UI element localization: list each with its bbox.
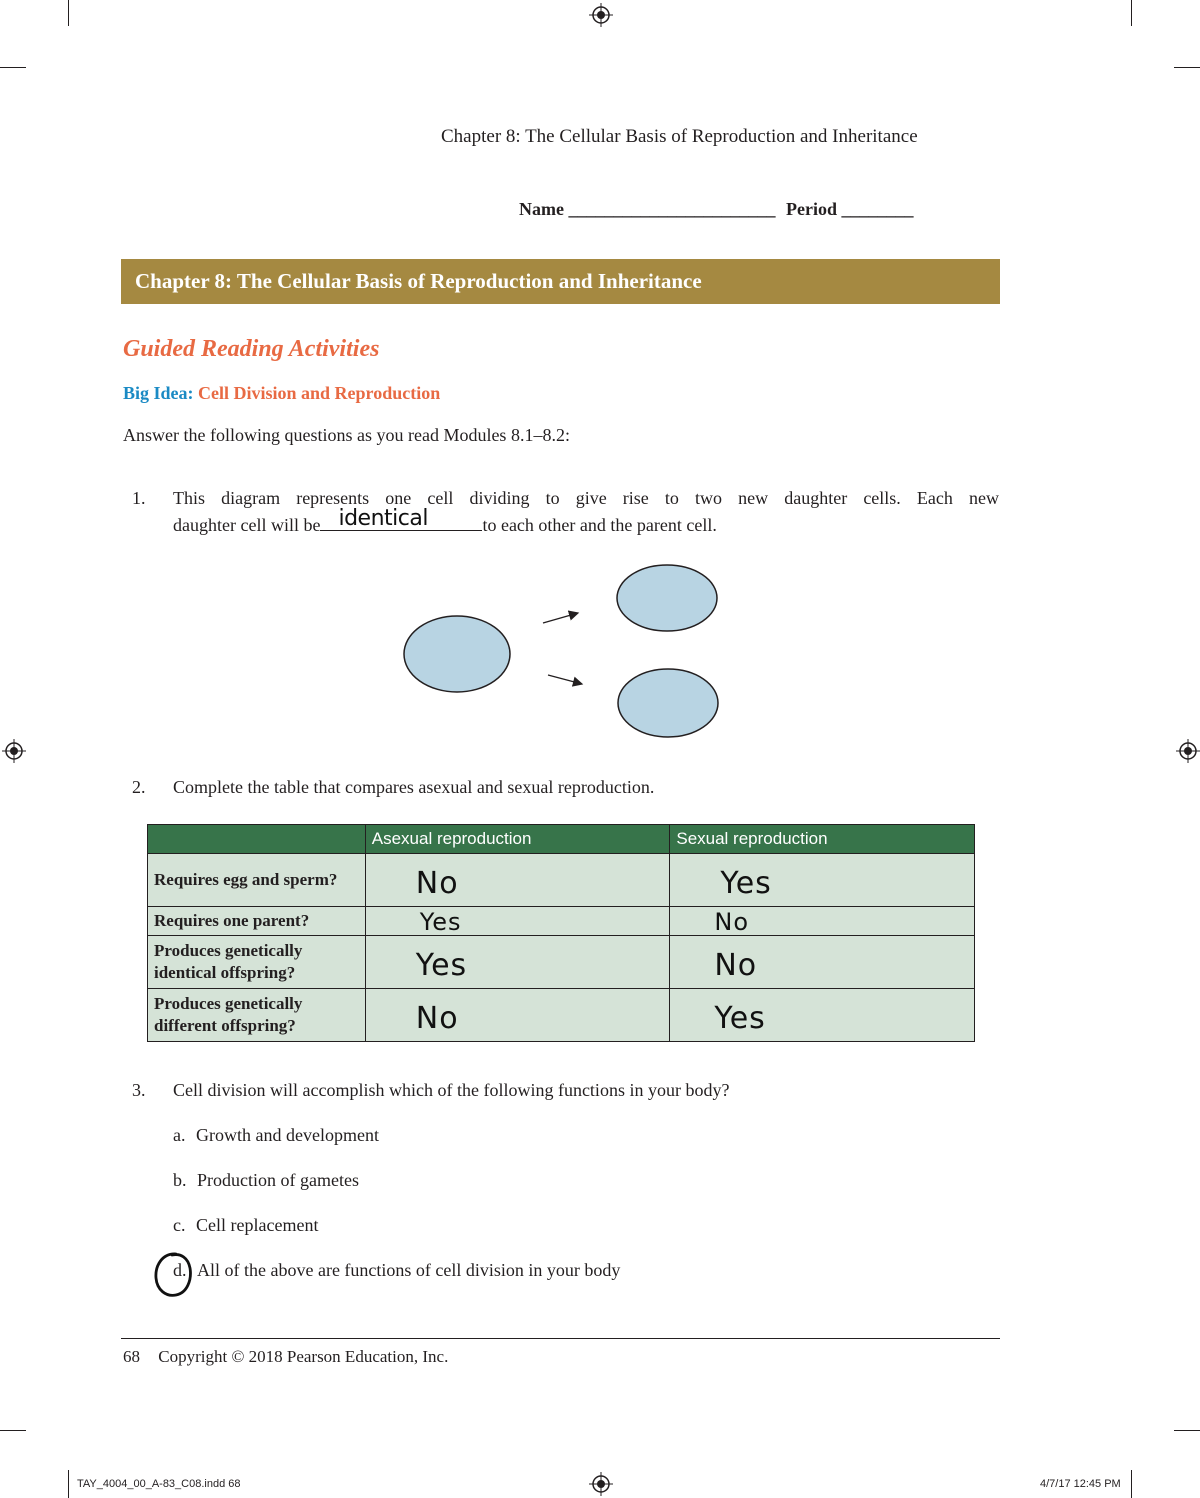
page-footer <box>123 1347 448 1367</box>
handwritten-answer: No <box>415 865 459 901</box>
crop-mark <box>0 67 26 68</box>
option-letter: d. <box>173 1260 187 1280</box>
page-number: 68 <box>123 1347 140 1366</box>
option-letter: c. <box>173 1215 186 1235</box>
option-a[interactable] <box>173 1125 379 1146</box>
slug-date: 4/7/17 12:45 PM <box>1040 1478 1121 1490</box>
option-text: Production of gametes <box>197 1170 359 1190</box>
big-idea <box>123 383 440 404</box>
cell-division-diagram <box>395 560 735 745</box>
crop-mark <box>1174 1430 1200 1431</box>
crop-mark <box>1131 1470 1132 1498</box>
option-text: Cell replacement <box>196 1215 319 1235</box>
name-period-line <box>519 199 913 220</box>
answer-cell-asexual[interactable] <box>365 989 670 1042</box>
footer-rule <box>121 1338 1000 1339</box>
name-blank[interactable]: _______________________ <box>568 199 776 219</box>
registration-mark-icon <box>2 739 26 763</box>
handwritten-answer: Yes <box>720 865 772 901</box>
table-header-cell <box>148 825 366 854</box>
answer-cell-sexual[interactable] <box>670 907 975 936</box>
q1-text-after: to each other and the parent cell. <box>482 515 717 535</box>
option-text: Growth and development <box>196 1125 379 1145</box>
q1-answer-blank[interactable] <box>320 506 482 531</box>
answer-cell-sexual[interactable] <box>670 989 975 1042</box>
handwritten-answer: Yes <box>714 1000 766 1036</box>
copyright: Copyright © 2018 Pearson Education, Inc. <box>158 1347 449 1366</box>
answer-cell-sexual[interactable] <box>670 854 975 907</box>
crop-mark <box>68 1470 69 1498</box>
handwritten-answer: No <box>415 1000 459 1036</box>
answer-cell-asexual[interactable] <box>365 907 670 936</box>
table-header-cell: Asexual reproduction <box>365 825 670 854</box>
q3-number: 3. <box>132 1080 146 1100</box>
answer-cell-asexual[interactable] <box>365 936 670 989</box>
q1-text-before: daughter cell will be <box>173 515 321 535</box>
big-idea-value: Cell Division and Reproduction <box>198 383 441 403</box>
crop-mark <box>68 0 69 26</box>
table-row <box>148 989 975 1042</box>
name-label: Name <box>519 199 564 219</box>
option-d[interactable] <box>173 1260 620 1281</box>
q1-number: 1. <box>132 488 146 508</box>
q1-text-line1: This diagram represents one cell dividing to give rise to two new daughter cells. Each new <box>173 488 999 508</box>
row-question: Produces genetically identical offspring? <box>148 936 366 989</box>
daughter-cell-top <box>617 565 717 631</box>
option-b[interactable] <box>173 1170 359 1191</box>
instructions: Answer the following questions as you read Modules 8.1–8.2: <box>123 425 570 445</box>
q1-text-line2 <box>173 506 717 536</box>
answer-cell-asexual[interactable] <box>365 854 670 907</box>
parent-cell <box>404 616 510 692</box>
comparison-table <box>147 824 975 1042</box>
daughter-cell-bottom <box>618 669 718 737</box>
handwritten-answer: Yes <box>419 908 462 936</box>
table-header-cell: Sexual reproduction <box>670 825 975 854</box>
registration-mark-icon <box>589 3 613 27</box>
answer-circle-mark <box>150 1250 198 1300</box>
q2-text: Complete the table that compares asexual and sexual reproduction. <box>173 777 655 797</box>
answer-cell-sexual[interactable] <box>670 936 975 989</box>
arrow-top <box>543 613 578 623</box>
option-letter: b. <box>173 1170 187 1190</box>
period-blank[interactable]: ________ <box>841 199 914 219</box>
handwritten-answer: Yes <box>415 947 468 983</box>
chapter-banner-title: Chapter 8: The Cellular Basis of Reproduction and Inheritance <box>135 269 702 293</box>
crop-mark <box>0 1430 26 1431</box>
option-c[interactable] <box>173 1215 318 1236</box>
q2-number: 2. <box>132 777 146 797</box>
crop-mark <box>1174 67 1200 68</box>
registration-mark-icon <box>589 1472 613 1496</box>
running-header: Chapter 8: The Cellular Basis of Reproduction and Inheritance <box>441 126 918 147</box>
table-row <box>148 936 975 989</box>
big-idea-label: Big Idea: <box>123 383 194 403</box>
chapter-banner <box>121 259 1000 304</box>
table-row <box>148 854 975 907</box>
row-question: Requires egg and sperm? <box>148 854 366 907</box>
option-letter: a. <box>173 1125 186 1145</box>
period-label: Period <box>785 199 837 219</box>
q1-handwritten-answer: identical <box>338 506 428 531</box>
option-text: All of the above are functions of cell division in your body <box>197 1260 621 1280</box>
table-row <box>148 907 975 936</box>
table-header-row <box>148 825 975 854</box>
handwritten-answer: No <box>714 908 749 936</box>
crop-mark <box>1131 0 1132 26</box>
section-heading: Guided Reading Activities <box>123 336 380 362</box>
row-question: Produces genetically different offspring? <box>148 989 366 1042</box>
row-question: Requires one parent? <box>148 907 366 936</box>
slug-file: TAY_4004_00_A-83_C08.indd 68 <box>77 1478 241 1490</box>
registration-mark-icon <box>1176 739 1200 763</box>
handwritten-answer: No <box>714 947 758 983</box>
q3-text: Cell division will accomplish which of the following functions in your body? <box>173 1080 730 1100</box>
arrow-bottom <box>548 675 582 684</box>
